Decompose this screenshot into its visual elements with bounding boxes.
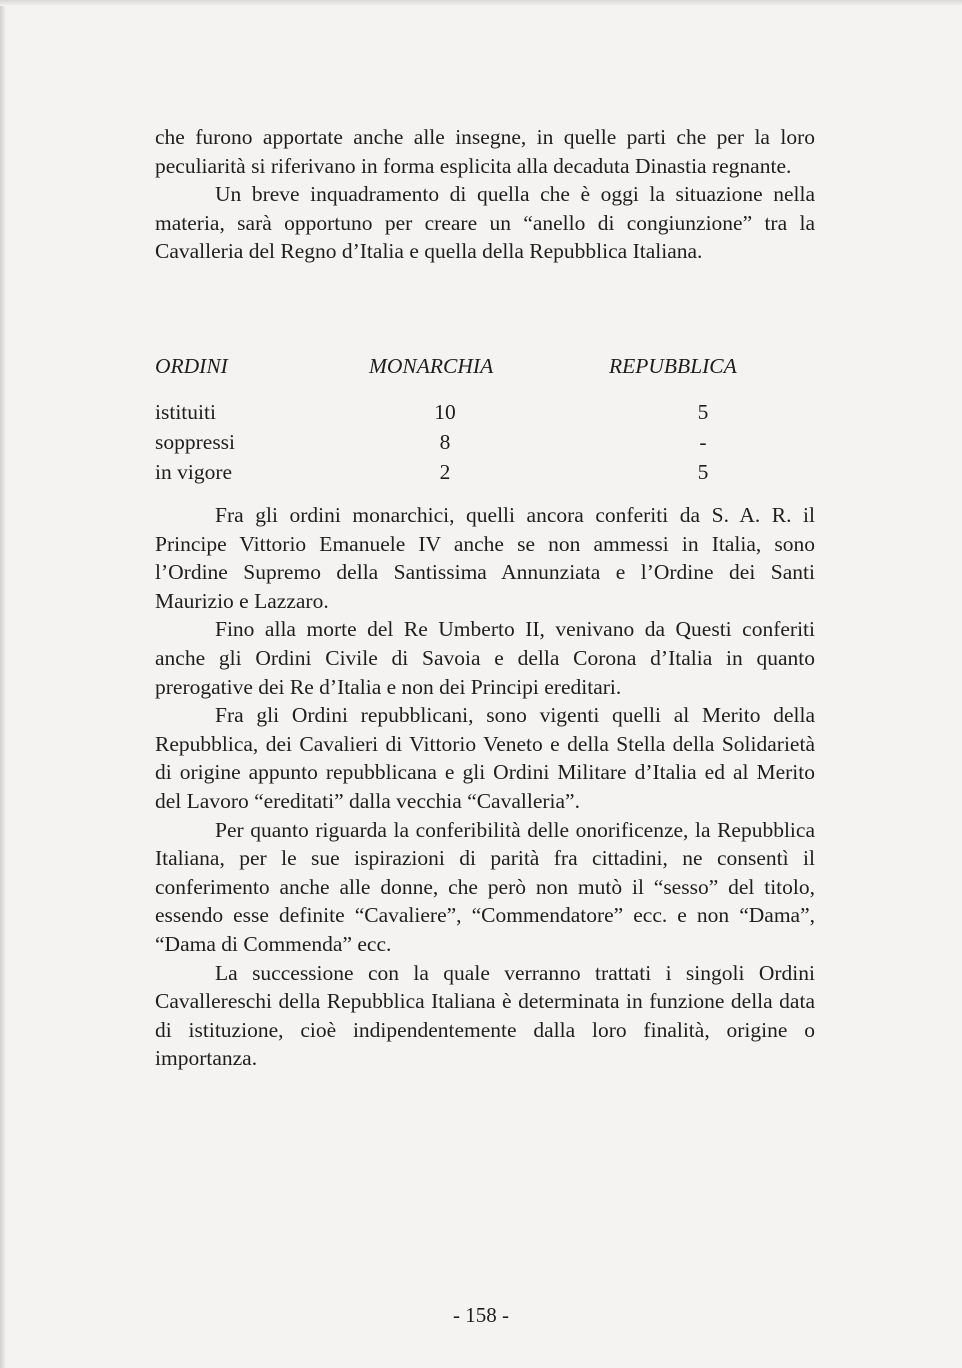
table-row xyxy=(155,400,815,430)
table-body xyxy=(155,400,815,490)
paragraph-7: La successione con la quale verranno trattati i singoli Ordini Cavallereschi della Repubblica Italiana è determinata in funzione della data di istituzione, cioè indipendentemente dalla loro finalità, origine o importanza. xyxy=(155,960,815,1071)
row-monarchia-value: 10 xyxy=(434,400,456,424)
header-monarchia: MONARCHIA xyxy=(369,354,494,378)
orders-table xyxy=(155,354,815,490)
body-text xyxy=(155,501,815,1073)
row-monarchia-value: 8 xyxy=(439,430,451,454)
row-monarchia-value: 2 xyxy=(439,460,451,484)
page-number: - 158 - xyxy=(453,1303,509,1327)
paragraph-2: Un breve inquadramento di quella che è oggi la situazione nella materia, sarà opportuno per creare un “anello di congiunzione” tra la Cavalleria del Regno d’Italia e quella della Repubblica Italiana. xyxy=(155,182,815,264)
intro-text xyxy=(155,123,815,266)
row-label: in vigore xyxy=(155,460,233,484)
row-repubblica-value: 5 xyxy=(697,400,709,424)
row-label: soppressi xyxy=(155,430,236,454)
table-header xyxy=(155,354,815,388)
table-row xyxy=(155,460,815,490)
paragraph-5: Fra gli Ordini repubblicani, sono vigenti quelli al Merito della Repubblica, dei Cavalieri di Vittorio Veneto e della Stella della Solidarietà di origine appunto repubblicana e gli Ordini Militare d’Italia ed al Merito del Lavoro “ereditati” dalla vecchia “Cavalleria”. xyxy=(155,703,815,813)
paragraph-1: che furono apportate anche alle insegne, in quelle parti che per la loro peculiarità si riferivano in forma esplicita alla decaduta Dinastia regnante. xyxy=(155,125,815,178)
paragraph-6: Per quanto riguarda la conferibilità delle onorificenze, la Repubblica Italiana, per le sue ispirazioni di parità fra cittadini, ne consentì il conferimento anche alle donne, che però non mutò il “sesso” del titolo, essendo esse definite “Cavaliere”, “Commendatore” ecc. e non “Dama”, “Dama di Commenda” ecc. xyxy=(155,817,815,956)
paragraph-3: Fra gli ordini monarchici, quelli ancora conferiti da S. A. R. il Principe Vittorio Emanuele IV anche se non ammessi in Italia, sono l’Ordine Supremo della Santissima Annunziata e l’Ordine dei Santi Maurizio e Lazzaro. xyxy=(155,503,815,613)
table-row xyxy=(155,430,815,460)
header-repubblica: REPUBBLICA xyxy=(609,354,737,378)
row-repubblica-value: 5 xyxy=(697,460,709,484)
header-ordini: ORDINI xyxy=(155,354,228,378)
page-top-shadow xyxy=(0,0,962,6)
row-label: istituiti xyxy=(155,400,216,424)
paragraph-4: Fino alla morte del Re Umberto II, venivano da Questi conferiti anche gli Ordini Civile di Savoia e della Corona d’Italia in quanto prerogative dei Re d’Italia e non dei Principi ereditari. xyxy=(155,617,815,699)
page-edge-shadow xyxy=(0,0,6,1368)
row-repubblica-value: - xyxy=(699,430,707,454)
